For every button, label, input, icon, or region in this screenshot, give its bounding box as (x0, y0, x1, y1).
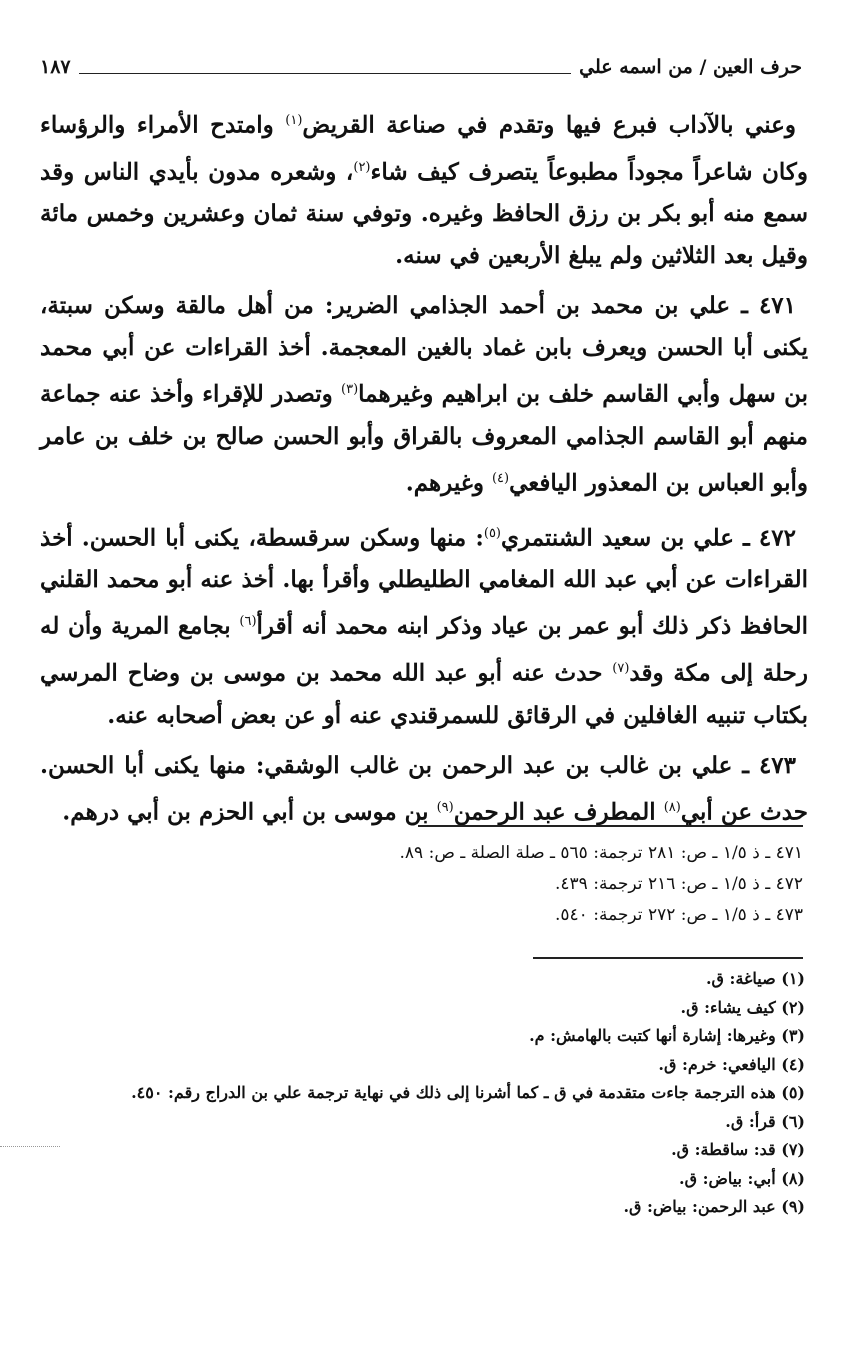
sources-divider (418, 825, 803, 827)
paragraph-continuation: وعني بالآداب فبرع فيها وتقدم في صناعة القريض$^{(١)}$ وامتدح الأمراء والرؤساء وكان شاعراً مجوداً مطبوعاً يتصرف كيف شاء$^{(٢)}$، وشعره مدون بأيدي الناس وقد سمع منه أبو بكر بن رزق الحافظ وغيره. وتوفي سنة ثمان وعشرين وخمس مائة وقيل بعد الثلاثين ولم يبلغ الأربعين في سنه. (40, 111, 808, 270)
entry-472: ٤٧٢ ـ علي بن سعيد الشنتمري$^{(٥)}$: منها وسكن سرقسطة، يكنى أبا الحسن. أخذ القراءات عن أبي عبد الله المغامي الطليطلي وأقرأ بها. أخذ عنه أبو محمد القلني الحافظ ذكر ذلك أبو عمر بن عياد وذكر ابنه محمد أنه أقرأ$^{(٦)}$ بجامع المرية وأن له رحلة إلى مكة وقد$^{(٧)}$ حدث عنه أبو عبد الله محمد بن موسى بن وضاح المرسي بكتاب تنبيه الغافلين في الرقائق للسمرقندي عنه أو عن بعض أصحابه عنه. (40, 524, 809, 729)
source-references (303, 838, 803, 931)
footnote-6: (٦) قرأ: ق. (725, 1111, 805, 1131)
scan-edge-mark (0, 1146, 60, 1147)
page-number: ١٨٧ (40, 56, 71, 78)
entry-471: ٤٧١ ـ علي بن محمد بن أحمد الجذامي الضرير: من أهل مالقة وسكن سبتة، يكنى أبا الحسن ويعرف بابن غماد بالغين المعجمة. أخذ القراءات عن أبي محمد بن سهل وأبي القاسم خلف بن ابراهيم وغيرهما$^{(٣)}$ وتصدر للإقراء وأخذ عنه جماعة منهم أبو القاسم الجذامي المعروف بالقراق وأبو الحسن صالح بن خلف بن عامر وأبو العباس بن المعذور اليافعي$^{(٤)}$ وغيرهم. (40, 292, 808, 497)
footnote-1: (١) صياغة: ق. (705, 969, 805, 988)
footnote-5: (٥) هذه الترجمة جاءت متقدمة في ق ـ كما أشرنا إلى ذلك في نهاية ترجمة علي بن الدراج رقم: ٤٥٠. (131, 1083, 805, 1102)
footnote-4: (٤) اليافعي: خرم: ق. (658, 1054, 805, 1074)
entry-473: ٤٧٣ ـ علي بن غالب بن عبد الرحمن بن غالب الوشقي: منها يكنى أبا الحسن. حدث عن أبي$^{(٨)}$ المطرف عبد الرحمن$^{(٩)}$ بن موسى بن أبي الحزم بن أبي درهم. (40, 751, 808, 826)
footnotes (25, 965, 805, 1222)
main-text (40, 100, 808, 841)
source-472: ٤٧٢ ـ ذ ١/٥ ـ ص: ٢١٦ ترجمة: ٤٣٩. (555, 874, 803, 894)
source-471: ٤٧١ ـ ذ ١/٥ ـ ص: ٢٨١ ترجمة: ٥٦٥ ـ صلة الصلة ـ ص: ٨٩. (399, 843, 803, 863)
source-473: ٤٧٣ ـ ذ ١/٥ ـ ص: ٢٧٢ ترجمة: ٥٤٠. (555, 905, 803, 925)
footnotes-divider (533, 957, 803, 959)
footnote-7: (٧) قد: ساقطة: ق. (671, 1140, 805, 1159)
footnote-3: (٣) وغيرها: إشارة أنها كتبت بالهامش: م. (529, 1026, 805, 1045)
header-title: حرف العين / من اسمه علي (579, 56, 802, 78)
footnote-8: (٨) أبي: بياض: ق. (679, 1168, 805, 1188)
running-header (40, 52, 802, 82)
header-rule (79, 73, 572, 74)
footnote-2: (٢) كيف يشاء: ق. (680, 997, 805, 1017)
footnote-9: (٩) عبد الرحمن: بياض: ق. (623, 1197, 805, 1216)
